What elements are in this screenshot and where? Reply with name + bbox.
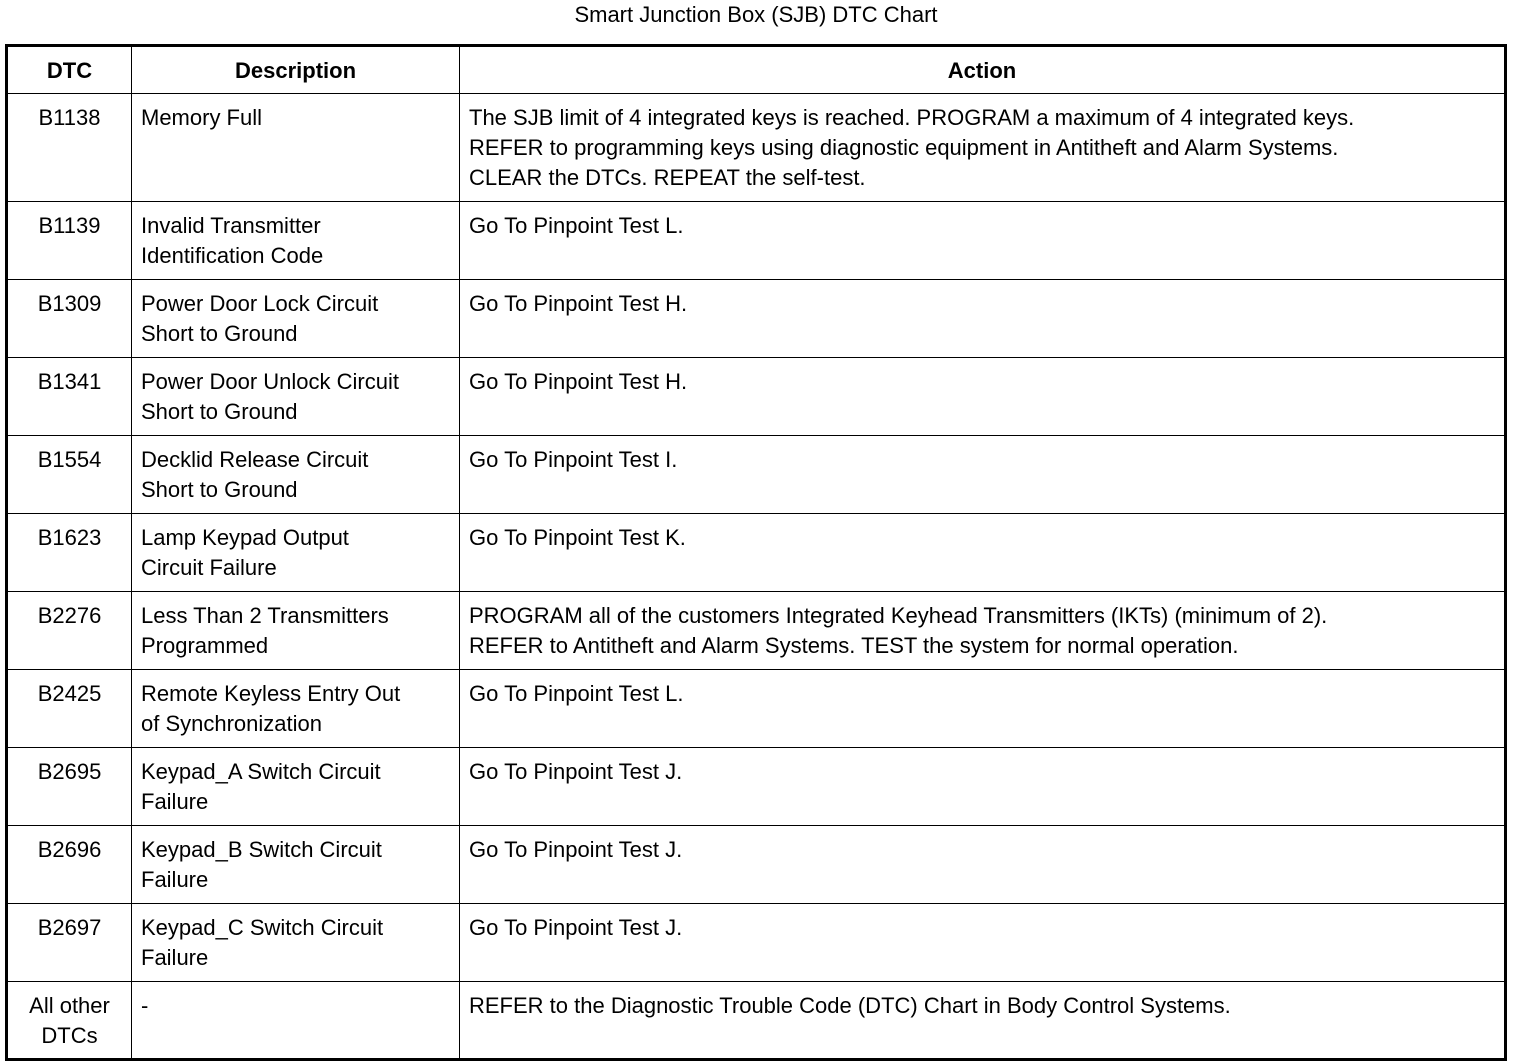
description-cell-line: Less Than 2 Transmitters — [141, 603, 389, 628]
description-cell — [132, 748, 460, 826]
description-cell — [132, 592, 460, 670]
description-cell-line: of Synchronization — [141, 711, 322, 736]
description-cell-line: Identification Code — [141, 243, 324, 268]
dtc-cell — [7, 826, 132, 904]
description-cell-line: Failure — [141, 867, 209, 892]
action-cell-line: Go To Pinpoint Test L. — [469, 213, 684, 238]
action-cell — [460, 748, 1506, 826]
description-cell — [132, 358, 460, 436]
dtc-cell-line: B2696 — [37, 837, 102, 862]
dtc-cell-line: All other — [29, 993, 110, 1018]
action-cell-line: Go To Pinpoint Test J. — [469, 759, 683, 784]
action-cell — [460, 904, 1506, 982]
table-row — [7, 826, 1506, 904]
table-body — [7, 94, 1506, 1060]
action-cell-line: The SJB limit of 4 integrated keys is reached. PROGRAM a maximum of 4 integrated keys. — [469, 105, 1355, 130]
action-cell-line: Go To Pinpoint Test I. — [469, 447, 678, 472]
dtc-cell — [7, 280, 132, 358]
description-cell — [132, 826, 460, 904]
table-row — [7, 94, 1506, 202]
dtc-table — [5, 44, 1507, 1061]
dtc-cell-line: DTCs — [41, 1023, 98, 1048]
dtc-cell — [7, 904, 132, 982]
description-cell-line: Failure — [141, 945, 209, 970]
description-cell-line: Power Door Unlock Circuit — [141, 369, 399, 394]
description-cell — [132, 904, 460, 982]
action-cell — [460, 670, 1506, 748]
action-cell-line: Go To Pinpoint Test K. — [469, 525, 686, 550]
action-cell-line: Go To Pinpoint Test L. — [469, 681, 684, 706]
table-row — [7, 358, 1506, 436]
action-cell — [460, 358, 1506, 436]
description-cell-line: Decklid Release Circuit — [141, 447, 369, 472]
action-cell — [460, 592, 1506, 670]
action-cell — [460, 202, 1506, 280]
description-cell-line: Invalid Transmitter — [141, 213, 321, 238]
action-cell — [460, 826, 1506, 904]
dtc-cell — [7, 514, 132, 592]
action-cell — [460, 514, 1506, 592]
description-cell-line: Short to Ground — [141, 477, 298, 502]
table-row — [7, 280, 1506, 358]
description-cell-line: Keypad_C Switch Circuit — [141, 915, 384, 940]
description-cell-line: Lamp Keypad Output — [141, 525, 349, 550]
action-cell-line: REFER to Antitheft and Alarm Systems. TEST the system for normal operation. — [469, 633, 1239, 658]
dtc-cell — [7, 748, 132, 826]
description-cell-line: Short to Ground — [141, 321, 298, 346]
action-cell-line: CLEAR the DTCs. REPEAT the self-test. — [469, 165, 866, 190]
description-cell — [132, 280, 460, 358]
dtc-cell — [7, 592, 132, 670]
dtc-cell-line: B2425 — [37, 681, 102, 706]
description-cell-line: Short to Ground — [141, 399, 298, 424]
dtc-cell — [7, 670, 132, 748]
table-row — [7, 982, 1506, 1060]
description-cell-line: Circuit Failure — [141, 555, 277, 580]
dtc-cell — [7, 94, 132, 202]
description-cell — [132, 982, 460, 1060]
table-row — [7, 670, 1506, 748]
action-cell-line: Go To Pinpoint Test H. — [469, 369, 688, 394]
action-cell-line: Go To Pinpoint Test J. — [469, 915, 683, 940]
description-cell — [132, 94, 460, 202]
column-header-dtc: DTC — [7, 46, 132, 94]
description-cell-line: Keypad_B Switch Circuit — [141, 837, 382, 862]
description-cell-line: - — [141, 993, 149, 1018]
dtc-cell — [7, 358, 132, 436]
description-cell-line: Remote Keyless Entry Out — [141, 681, 401, 706]
page-title: Smart Junction Box (SJB) DTC Chart — [574, 2, 938, 27]
dtc-cell-line: B2695 — [37, 759, 102, 784]
description-cell — [132, 436, 460, 514]
column-header-action: Action — [460, 46, 1506, 94]
table-row — [7, 436, 1506, 514]
dtc-cell-line: B1139 — [38, 213, 101, 238]
dtc-cell-line: B1341 — [37, 369, 102, 394]
table-row — [7, 202, 1506, 280]
description-cell-line: Keypad_A Switch Circuit — [141, 759, 381, 784]
action-cell — [460, 436, 1506, 514]
action-cell-line: REFER to the Diagnostic Trouble Code (DTC) Chart in Body Control Systems. — [469, 993, 1231, 1018]
description-cell — [132, 514, 460, 592]
description-cell-line: Power Door Lock Circuit — [141, 291, 379, 316]
column-header-description: Description — [132, 46, 460, 94]
description-cell-line: Failure — [141, 789, 209, 814]
table-row — [7, 592, 1506, 670]
dtc-cell-line: B1554 — [37, 447, 102, 472]
action-cell — [460, 280, 1506, 358]
dtc-cell-line: B2276 — [37, 603, 102, 628]
dtc-cell — [7, 436, 132, 514]
table-row — [7, 904, 1506, 982]
action-cell — [460, 94, 1506, 202]
action-cell-line: PROGRAM all of the customers Integrated Keyhead Transmitters (IKTs) (minimum of 2). — [469, 603, 1328, 628]
dtc-cell-line: B1309 — [37, 291, 102, 316]
action-cell-line: REFER to programming keys using diagnostic equipment in Antitheft and Alarm Systems. — [469, 135, 1339, 160]
dtc-cell-line: B1138 — [38, 105, 101, 130]
table-row — [7, 514, 1506, 592]
dtc-cell-line: B2697 — [37, 915, 102, 940]
action-cell — [460, 982, 1506, 1060]
table-row — [7, 748, 1506, 826]
description-cell — [132, 202, 460, 280]
dtc-cell — [7, 202, 132, 280]
table-header-row — [7, 46, 1506, 94]
description-cell-line: Memory Full — [141, 105, 263, 130]
dtc-cell-line: B1623 — [37, 525, 102, 550]
action-cell-line: Go To Pinpoint Test J. — [469, 837, 683, 862]
description-cell — [132, 670, 460, 748]
description-cell-line: Programmed — [141, 633, 269, 658]
action-cell-line: Go To Pinpoint Test H. — [469, 291, 688, 316]
dtc-cell — [7, 982, 132, 1060]
